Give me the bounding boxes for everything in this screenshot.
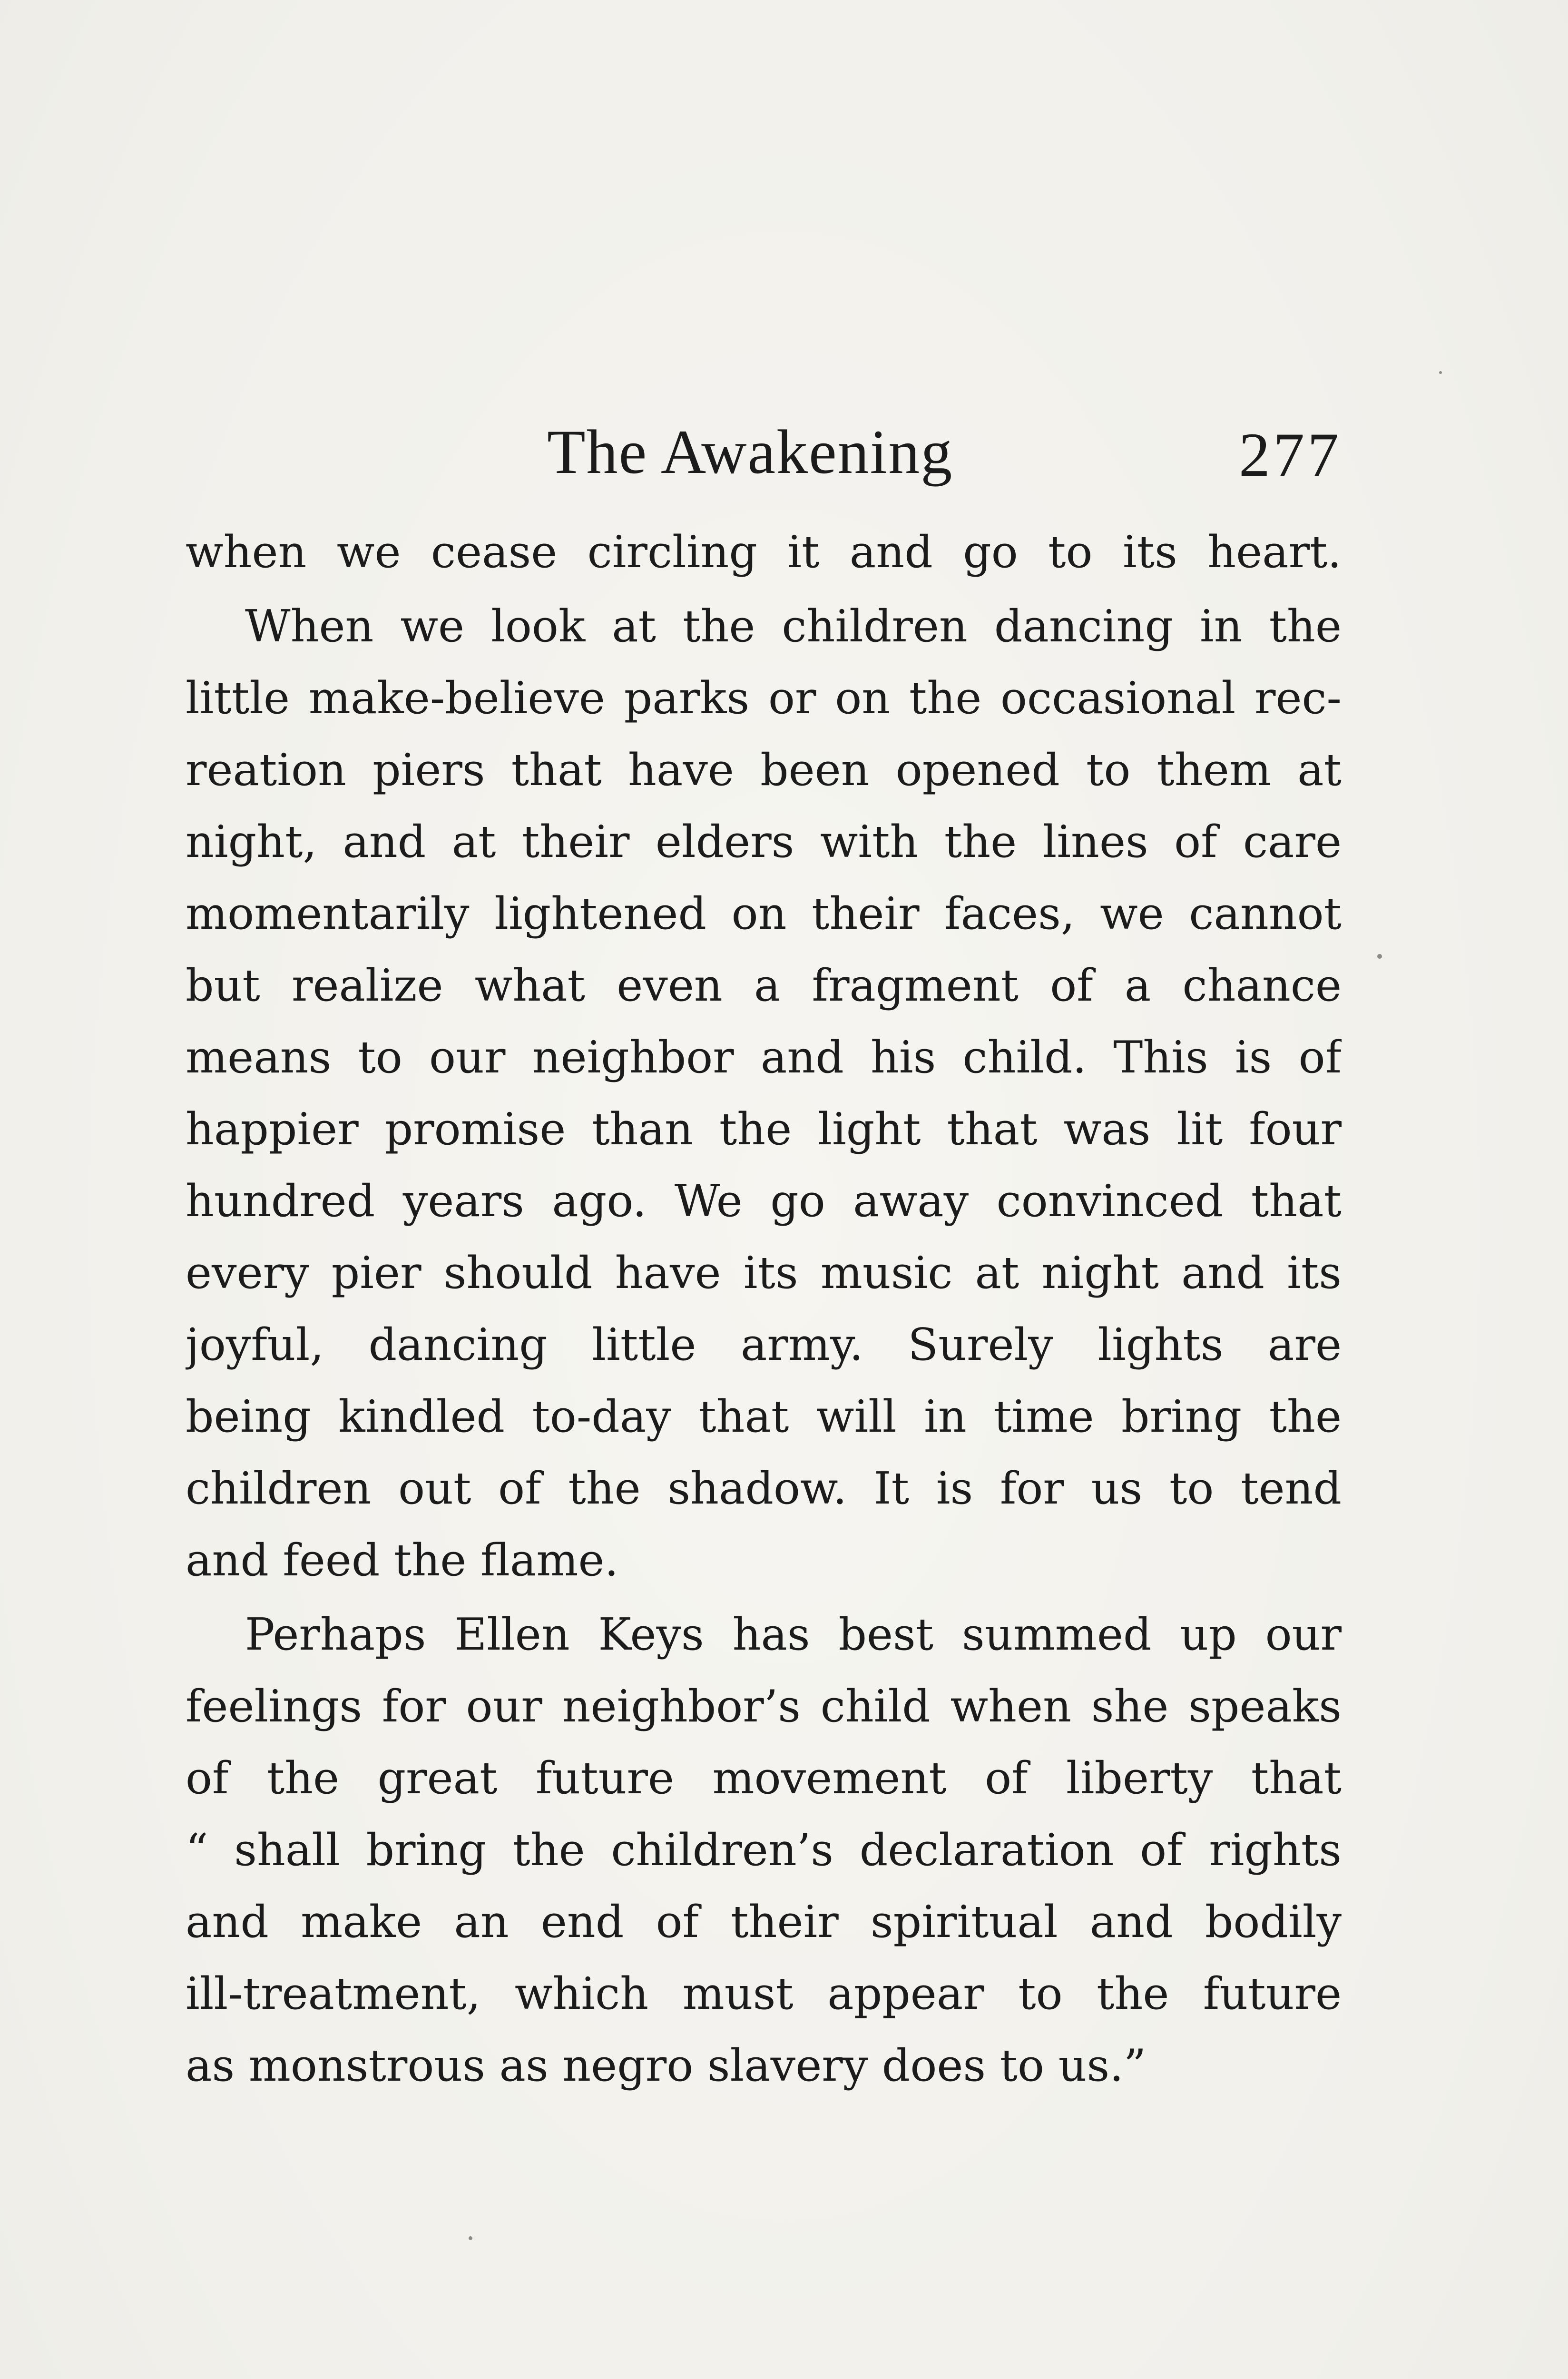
text-line: joyful, dancing little army. Surely lights are	[186, 1319, 1342, 1370]
running-title: The Awakening	[547, 417, 953, 487]
text-line: momentarily lightened on their faces, we cannot	[186, 888, 1342, 939]
paper-speck	[469, 2236, 472, 2240]
text-line: When we look at the children dancing in the	[245, 600, 1342, 652]
text-line: being kindled to-day that will in time bring the	[186, 1391, 1342, 1442]
text-line: and feed the flame.	[186, 1534, 619, 1586]
text-line: means to our neighbor and his child. This is of	[186, 1032, 1342, 1083]
page-header	[186, 414, 1342, 490]
text-line: “ shall bring the children’s declaration of rights	[186, 1824, 1342, 1876]
body-text	[186, 516, 1342, 2102]
text-line: happier promise than the light that was lit four	[186, 1103, 1342, 1155]
text-line: Perhaps Ellen Keys has best summed up our	[245, 1609, 1342, 1660]
page-number: 277	[1239, 420, 1342, 490]
paper-speck	[1377, 954, 1382, 959]
text-line: hundred years ago. We go away convinced that	[186, 1175, 1342, 1227]
text-line: as monstrous as negro slavery does to us.”	[186, 2040, 1147, 2091]
text-line: little make-believe parks or on the occasional rec-	[186, 672, 1342, 724]
text-line: but realize what even a fragment of a chance	[186, 960, 1342, 1011]
text-line: ill-treatment, which must appear to the future	[186, 1968, 1342, 2019]
text-line: of the great future movement of liberty that	[186, 1752, 1342, 1804]
text-line: when we cease circling it and go to its heart.	[186, 526, 1342, 578]
text-line: night, and at their elders with the lines of care	[186, 816, 1342, 867]
text-line: every pier should have its music at night and its	[186, 1247, 1342, 1298]
text-line: reation piers that have been opened to them at	[186, 744, 1342, 796]
text-line: and make an end of their spiritual and bodily	[186, 1896, 1342, 1947]
paper-speck	[1439, 371, 1442, 374]
text-line: feelings for our neighbor’s child when she speaks	[186, 1681, 1342, 1732]
text-line: children out of the shadow. It is for us to tend	[186, 1463, 1342, 1514]
